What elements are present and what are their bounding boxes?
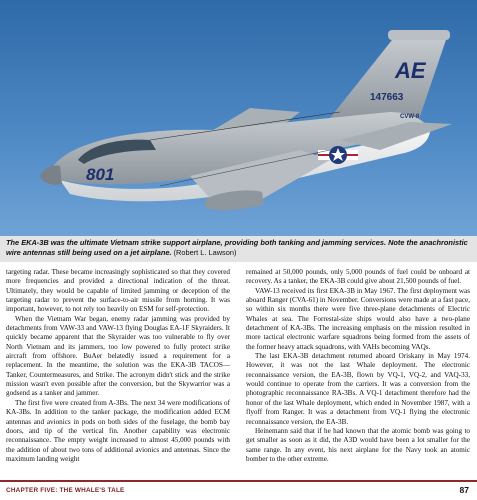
left-paragraph-3: The first five were created from A-3Bs. The next 34 were modifications of KA-3Bs. In addition to the tanker package, the modification added ECM antennas and avionics in pods on both sides of the fuselage, the bomb bay doors, and tip of the vertical fin. Another capability was electronic reconnaissance. The empty weight increased to almost 45,000 pounds with the addition of about two tons of additional avionics and antennas. Since the maximum landing weight (6, 398, 230, 463)
right-paragraph-3: The last EKA-3B detachment returned aboard Oriskany in May 1974. However, it was not the last Whale deployment. The electronic reconnaissance version, the EA-3B, flown by VQ-1, VQ-2, and VAQ-33, would continue to operate from the carriers. It was a conversion from the photographic reconnaissance RA-3Bs. A VQ-1 detachment therefore had the honor of the last Whale deployment, which ended in November 1987, with a flyoff from Ranger. It was a detachment from VQ-1 flying the electronic reconnaissance version, the EA-3B. (246, 352, 470, 426)
left-text-column (6, 268, 230, 464)
footer-rule (0, 480, 477, 482)
tail-code-text: AE (395, 58, 426, 83)
caption-text: The EKA-3B was the ultimate Vietnam strike support airplane, providing both tanking and jamming services. Note the anachronistic wire antennas still being used on a jet airplane. (6, 238, 468, 258)
chapter-title: CHAPTER FIVE: THE WHALE'S TALE (6, 487, 125, 494)
left-paragraph-1: targeting radar. These became increasingly sophisticated so that they covered more frequencies and provided a directional indication of the threat. Ultimately, they would be capable of limited jamming or deception of the targeting radar to prevent the surface-to-air missile from homing. It was important, however, to not rely too heavily on ESM for self-protection. (6, 268, 230, 314)
aircraft-illustration (0, 0, 477, 236)
page-number: 87 (459, 485, 469, 495)
right-text-column (246, 268, 470, 464)
left-paragraph-2: When the Vietnam War began, enemy radar jamming was provided by detachments from VAW-33 and VAW-13 flying Douglas EA-1F Skyraiders. It quickly became apparent that the Skyraider was too vulnerable to fly over North Vietnam and its jammers, too low powered to fully protect strike aircraft from offshore. BuAer belatedly issued a requirement for a replacement. In the meantime, the solution was the EKA-3B TACOS—Tanker, Countermeasures, and Strike. The acronym didn't stick and the strike mission wasn't even possible after the conversion, but the Skywarrior was a godsend as a tanker and jammer. (6, 314, 230, 398)
nose-number-text: 801 (86, 165, 115, 184)
squadron-code-text: CVW-8 (400, 114, 420, 120)
right-paragraph-1: remained at 50,000 pounds, only 5,000 pounds of fuel could be onboard at recovery. As a tanker, the EKA-3B could give about 21,500 pounds of fuel. (246, 268, 470, 286)
caption-credit: (Robert L. Lawson) (173, 248, 237, 258)
page-footer (0, 480, 477, 500)
right-paragraph-4: Heinemann said that if he had known that the atomic bomb was going to get smaller as soon as it did, the A3D would have been a lot smaller for the same range. In any event, his next airplane for the Navy took an atomic bomber to the other extreme. (246, 426, 470, 463)
tail-serial-text: 147663 (370, 92, 404, 103)
right-paragraph-2: VAW-13 received its first EKA-3B in May 1967. The first deployment was aboard Ranger (CVA-61) in November. Conversions were made at a fast pace, so within six months there were five three-plane detachments of Electric Whales at sea. The Forrestal-size ships would also have a two-plane detachment of KA-3Bs. The increasing emphasis on the mission resulted in more tactical electronic warfare squadrons being formed from the assets of the former heavy attack squadrons, with VAHs becoming VAQs. (246, 286, 470, 351)
aircraft-photo (0, 0, 477, 236)
photo-caption (0, 236, 477, 262)
